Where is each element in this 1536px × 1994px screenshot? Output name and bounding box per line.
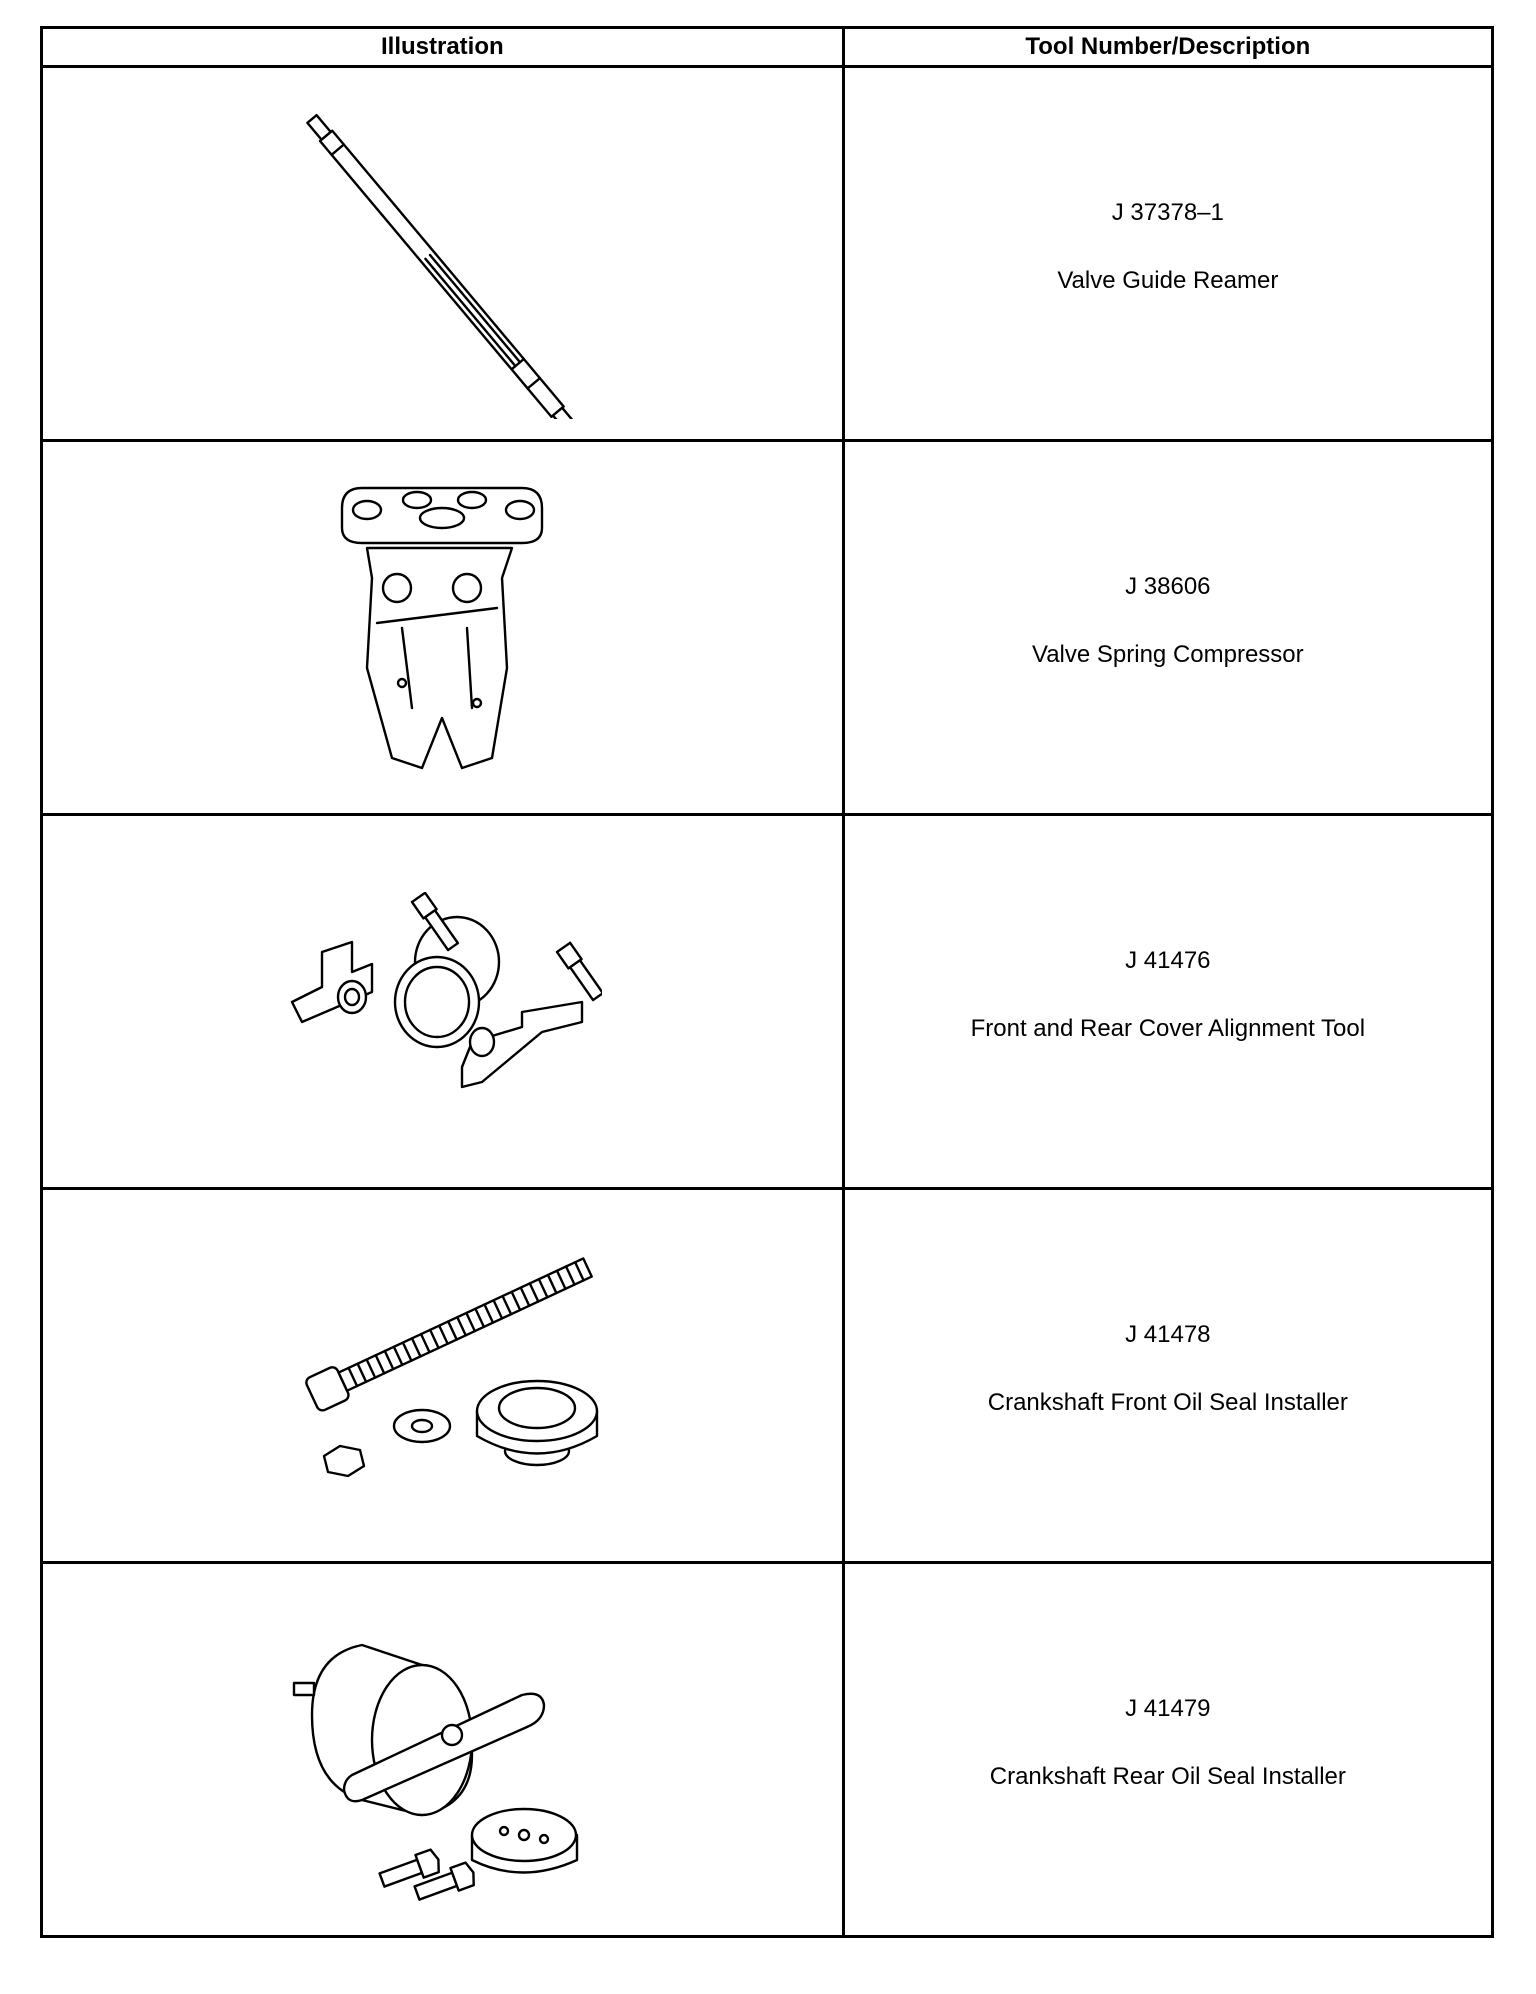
description-cell xyxy=(843,441,1492,815)
valve-spring-compressor-illustration xyxy=(322,468,562,788)
tool-description: Valve Spring Compressor xyxy=(1031,640,1304,668)
valve-guide-reamer-illustration xyxy=(272,89,612,419)
description-cell xyxy=(843,1563,1492,1937)
illustration-cell xyxy=(42,1563,844,1937)
description-cell xyxy=(843,815,1492,1189)
tool-description: Valve Guide Reamer xyxy=(1057,266,1279,294)
tool-description: Front and Rear Cover Alignment Tool xyxy=(970,1014,1366,1042)
special-tools-table xyxy=(40,26,1494,1938)
table-row xyxy=(42,1189,1493,1563)
table-row xyxy=(42,1563,1493,1937)
tool-number: J 37378–1 xyxy=(1111,198,1224,226)
tool-description: Crankshaft Rear Oil Seal Installer xyxy=(989,1762,1346,1790)
illustration-cell xyxy=(42,815,844,1189)
cover-alignment-tool-illustration xyxy=(282,892,602,1112)
illustration-cell xyxy=(42,441,844,815)
illustration-cell xyxy=(42,67,844,441)
table-row xyxy=(42,441,1493,815)
description-cell xyxy=(843,1189,1492,1563)
description-cell xyxy=(843,67,1492,441)
tool-description-column-header: Tool Number/Description xyxy=(843,28,1492,67)
table-header-row xyxy=(42,28,1493,67)
table-row xyxy=(42,815,1493,1189)
tool-description: Crankshaft Front Oil Seal Installer xyxy=(987,1388,1348,1416)
illustration-cell xyxy=(42,1189,844,1563)
front-oil-seal-installer-illustration xyxy=(282,1256,602,1496)
table-row xyxy=(42,67,1493,441)
tool-number: J 41478 xyxy=(1125,1320,1211,1348)
rear-oil-seal-installer-illustration xyxy=(272,1595,612,1905)
tool-number: J 41479 xyxy=(1125,1694,1211,1722)
tool-number: J 41476 xyxy=(1125,946,1211,974)
illustration-column-header: Illustration xyxy=(42,28,844,67)
tool-number: J 38606 xyxy=(1125,572,1211,600)
